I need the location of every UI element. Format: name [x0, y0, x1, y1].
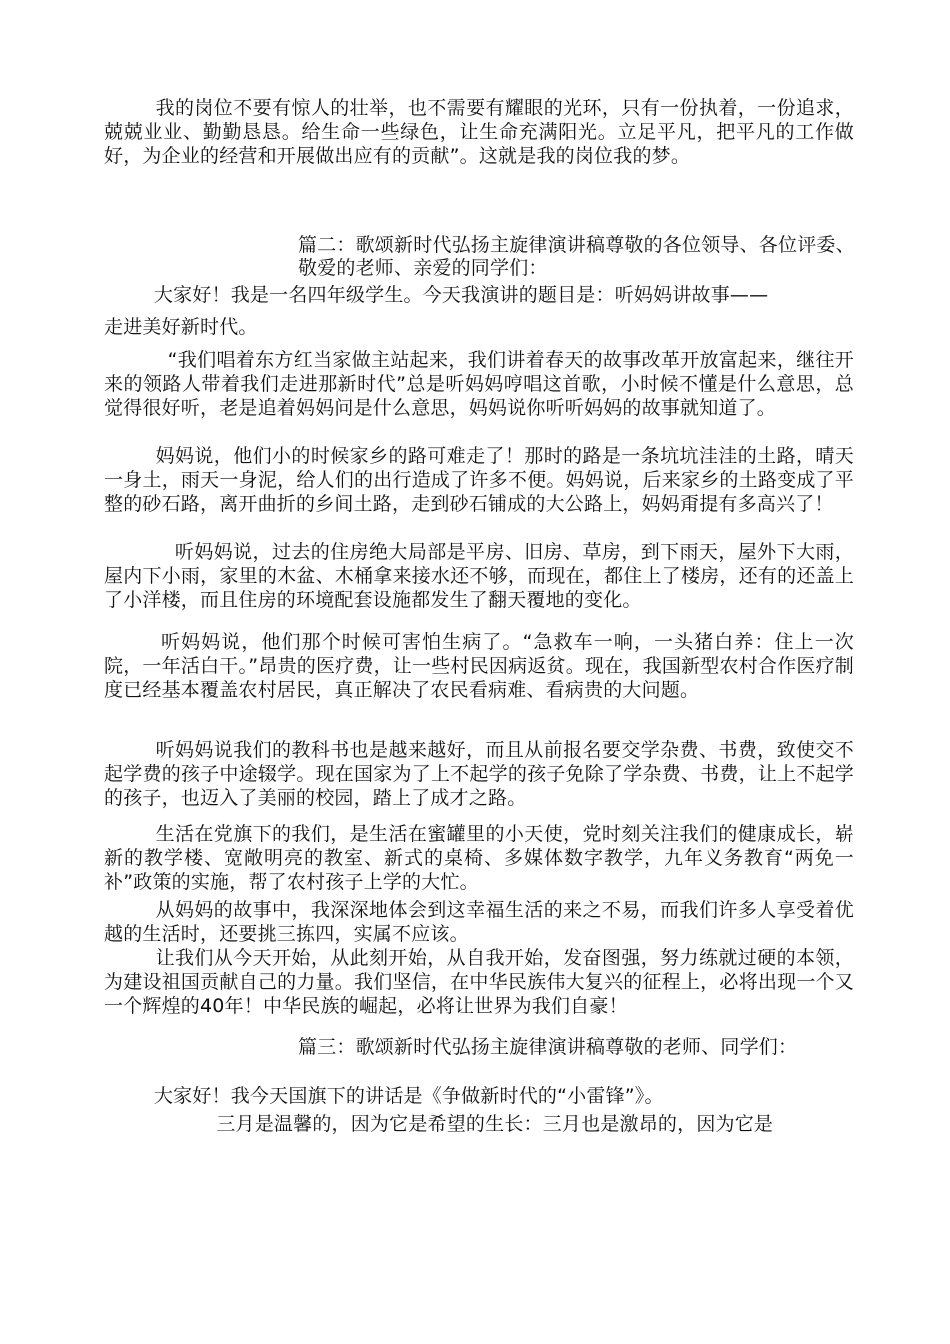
- paragraph-call-to-action: 让我们从今天开始，从此刻开始，从自我开始，发奋图强，努力练就过硬的本领，为建设祖国贡献自己的力量。我们坚信，在中华民族伟大复兴的征程上，必将出现一个又一个辉煌的40年！中华民族的崛起，必将让世界为我们自豪！: [104, 947, 855, 1017]
- section-heading-part-two: 篇二：歌颂新时代弘扬主旋律演讲稿尊敬的各位领导、各位评委、敬爱的老师、亲爱的同学们：: [298, 234, 855, 279]
- paragraph-job-dream: 我的岗位不要有惊人的壮举，也不需要有耀眼的光环，只有一份执着，一份追求，兢兢业业、勤勤恳恳。给生命一些绿色，让生命充满阳光。立足平凡，把平凡的工作做好，为企业的经营和开展做出应有的贡献”。这就是我的岗位我的梦。: [104, 97, 855, 167]
- paragraph-song-memory: “我们唱着东方红当家做主站起来，我们讲着春天的故事改革开放富起来，继往开来的领路人带着我们走进那新时代”总是听妈妈哼唱这首歌，小时候不懂是什么意思，总觉得很好听，老是追着妈妈问是什么意思，妈妈说你听听妈妈的故事就知道了。: [104, 349, 855, 419]
- paragraph-gratitude: 从妈妈的故事中，我深深地体会到这幸福生活的来之不易，而我们许多人享受着优越的生活时，还要挑三拣四，实属不应该。: [104, 899, 855, 945]
- paragraph-speech-title-continued: 走进美好新时代。: [104, 316, 258, 338]
- paragraph-march: 三月是温馨的，因为它是希望的生长：三月也是激昂的，因为它是: [104, 1113, 774, 1135]
- paragraph-healthcare: 听妈妈说，他们那个时候可害怕生病了。“急救车一响，一头猪白养：住上一次院，一年活白干。”昂贵的医疗费，让一些村民因病返贫。现在，我国新型农村合作医疗制度已经基本覆盖农村居民，真正解决了农民看病难、看病贵的大问题。: [104, 631, 854, 701]
- paragraph-greeting-part-three: 大家好！我今天国旗下的讲话是《争做新时代的“小雷锋”》。: [104, 1085, 664, 1107]
- paragraph-roads: 妈妈说，他们小的时候家乡的路可难走了！那时的路是一条坑坑洼洼的土路，晴天一身土，雨天一身泥，给人们的出行造成了许多不便。妈妈说，后来家乡的土路变成了平整的砂石路，离开曲折的乡间土路，走到砂石铺成的大公路上，妈妈甭提有多高兴了！: [104, 445, 855, 515]
- paragraph-education: 听妈妈说我们的教科书也是越来越好，而且从前报名要交学杂费、书费，致使交不起学费的孩子中途辍学。现在国家为了上不起学的孩子免除了学杂费、书费，让上不起学的孩子，也迈入了美丽的校园，踏上了成才之路。: [104, 739, 855, 809]
- paragraph-housing: 听妈妈说，过去的住房绝大局部是平房、旧房、草房，到下雨天，屋外下大雨，屋内下小雨，家里的木盆、木桶拿来接水还不够，而现在，都住上了楼房，还有的还盖上了小洋楼，而且住房的环境配套设施都发生了翻天覆地的变化。: [104, 541, 854, 611]
- section-heading-part-three: 篇三：歌颂新时代弘扬主旋律演讲稿尊敬的老师、同学们：: [298, 1036, 798, 1058]
- paragraph-party-care: 生活在党旗下的我们，是生活在蜜罐里的小天使，党时刻关注我们的健康成长，崭新的教学楼、宽敞明亮的教室、新式的桌椅、多媒体数字教学，九年义务教育“两免一补”政策的实施，帮了农村孩子上学的大忙。: [104, 823, 855, 893]
- paragraph-greeting-part-two: 大家好！我是一名四年级学生。今天我演讲的题目是：听妈妈讲故事——: [104, 284, 769, 306]
